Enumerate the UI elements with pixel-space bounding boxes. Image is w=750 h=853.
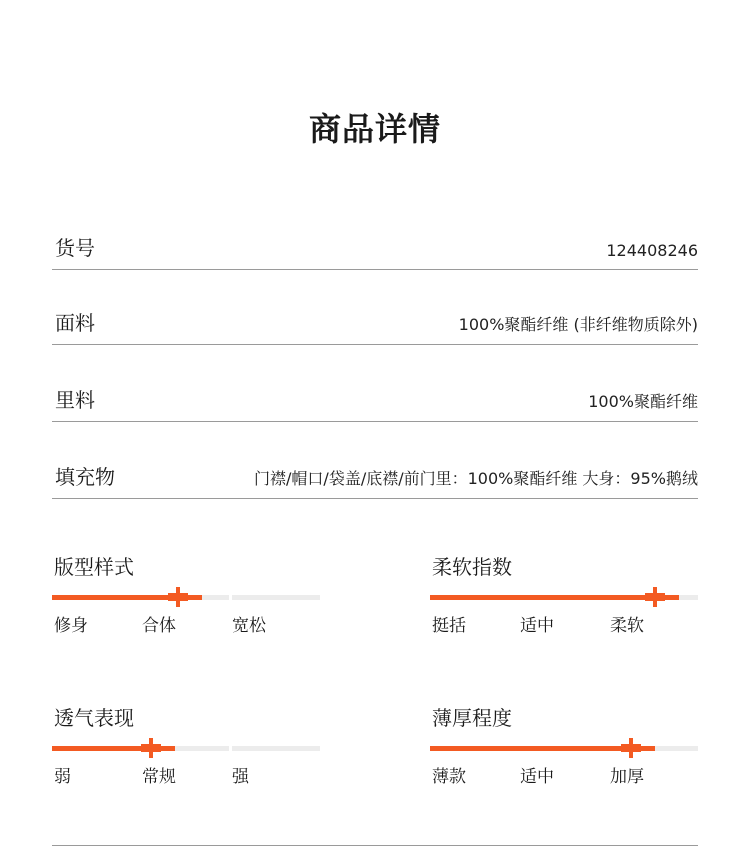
spec-value: 门襟/帽口/袋盖/底襟/前门里：100%聚酯纤维 大身：95%鹅绒 [254,469,698,488]
rating-marker-cross [141,744,161,752]
rating-tick-label: 薄款 [432,767,466,787]
rating-marker-cross [645,593,665,601]
rating-softness [430,551,698,641]
rating-tick-label: 加厚 [610,767,644,787]
spec-row-filling [52,458,698,499]
rating-tick-label: 宽松 [232,616,266,636]
bottom-divider [52,845,698,846]
rating-tick-label: 适中 [520,767,554,787]
rating-fill [430,595,679,600]
rating-title: 薄厚程度 [432,706,512,730]
rating-fit-style [52,551,320,641]
rating-title: 透气表现 [54,706,134,730]
rating-tick-label: 适中 [520,616,554,636]
spec-label: 填充物 [55,465,115,489]
spec-row-item-number [52,229,698,270]
rating-breathability [52,702,320,792]
rating-tick-label: 修身 [54,616,88,636]
spec-value: 100%聚酯纤维 (非纤维物质除外) [458,315,698,334]
spec-value: 100%聚酯纤维 [588,392,698,411]
spec-row-fabric [52,304,698,345]
spec-label: 面料 [55,311,95,335]
rating-tick-label: 柔软 [610,616,644,636]
rating-tick-label: 弱 [54,767,71,787]
spec-label: 货号 [55,236,95,260]
rating-tick-label: 常规 [142,767,176,787]
rating-tick-label: 挺括 [432,616,466,636]
rating-tick-label: 合体 [142,616,176,636]
rating-thickness [430,702,698,792]
rating-tick-label: 强 [232,767,249,787]
rating-track-segment [232,595,320,600]
rating-marker-cross [168,593,188,601]
rating-title: 版型样式 [54,555,134,579]
spec-label: 里料 [55,388,95,412]
rating-title: 柔软指数 [432,555,512,579]
spec-row-lining [52,381,698,422]
rating-marker-cross [621,744,641,752]
rating-track-segment [232,746,320,751]
page-title: 商品详情 [308,110,441,148]
spec-value: 124408246 [606,241,698,260]
